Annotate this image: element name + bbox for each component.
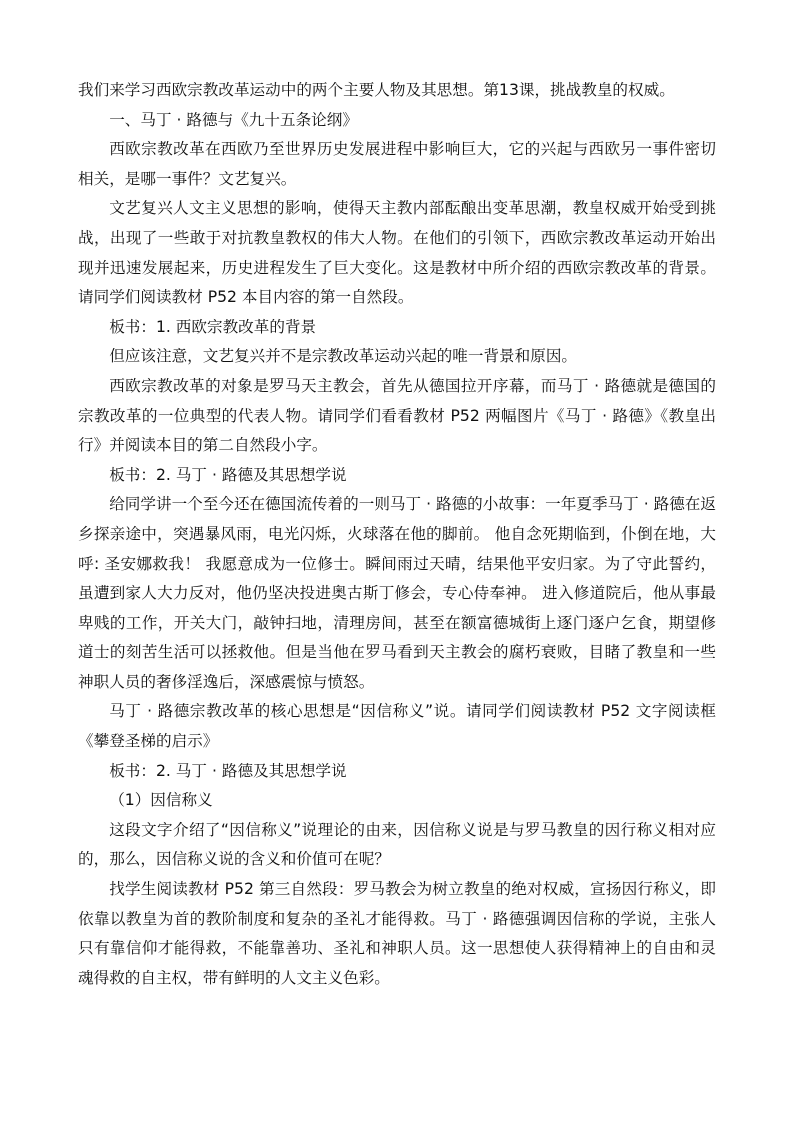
paragraph-luther-story: 给同学讲一个至今还在德国流传着的一则马丁 · 路德的小故事：一年夏季马丁 · 路德在返乡探亲途中，突遇暴风雨，电光闪烁，火球落在他的脚前。 他自念死期临到，仆倒在地，大呼: 圣安娜救我！ 我愿意成为一位修士。瞬间雨过天晴，结果他平安归家。为了守此誓约，虽遭到家人大力反对，他仍坚决投进奥古斯丁修会，专心侍奉神。 进入修道院后，他从事最卑贱的工作，开关大门，敲钟扫地，清理房间，甚至在额富德城街上逐门逐户乞食，期望修道士的刻苦生活可以拯救他。但是当他在罗马看到天主教会的腐朽衰败，目睹了教皇和一些神职人员的奢侈淫逸后，深感震惊与愤怒。 [78,495,716,691]
paragraph-renaissance-question: 西欧宗教改革在西欧乃至世界历史发展进程中影响巨大，它的兴起与西欧另一事件密切相关，是哪一事件？文艺复兴。 [78,140,716,188]
paragraph-note: 但应该注意，文艺复兴并不是宗教改革运动兴起的唯一背景和原因。 [109,347,578,366]
blackboard-note-3: 板书：2. 马丁 · 路德及其思想学说 [109,761,347,780]
blackboard-note-2: 板书：2. 马丁 · 路德及其思想学说 [109,465,347,484]
paragraph-textbook-reading: 找学生阅读教材 P52 第三自然段：罗马教会为树立教皇的绝对权威，宣扬因行称义，即依靠以教皇为首的教阶制度和复杂的圣礼才能得救。马丁 · 路德强调因信称的学说，主张人只有靠信仰才能得救，不能靠善功、圣礼和神职人员。这一思想使人获得精神上的自由和灵魂得救的自主权，带有鲜明的人文主义色彩。 [78,880,716,987]
subheading-justification-by-faith: （1）因信称义 [109,791,213,810]
paragraph-background: 文艺复兴人文主义思想的影响，使得天主教内部酝酿出变革思潮，教皇权威开始受到挑战，出现了一些敢于对抗教皇教权的伟大人物。在他们的引领下，西欧宗教改革运动开始出现并迅速发展起来，历史进程发生了巨大变化。这是教材中所介绍的西欧宗教改革的背景。请同学们阅读教材 P52 本目内容的第一自然段。 [78,199,716,307]
section-heading-1: 一、马丁 · 路德与《九十五条论纲》 [109,110,358,129]
paragraph-core-idea: 马丁 · 路德宗教改革的核心思想是“因信称义”说。请同学们阅读教材 P52 文字阅读框《攀登圣梯的启示》 [78,702,716,751]
paragraph-theory-origin: 这段文字介绍了“因信称义”说理论的由来，因信称义说是与罗马教皇的因行称义相对应的，那么，因信称义说的含义和价值可在呢？ [78,820,716,869]
paragraph-intro: 我们来学习西欧宗教改革运动中的两个主要人物及其思想。第13课，挑战教皇的权威。 [78,81,675,99]
blackboard-note-1: 板书：1. 西欧宗教改革的背景 [109,317,317,336]
paragraph-luther-intro: 西欧宗教改革的对象是罗马天主教会，首先从德国拉开序幕，而马丁 · 路德就是德国的宗教改革的一位典型的代表人物。请同学们看看教材 P52 两幅图片《马丁 · 路德》《教皇出行》并阅读本目的第二自然段小字。 [78,376,716,455]
